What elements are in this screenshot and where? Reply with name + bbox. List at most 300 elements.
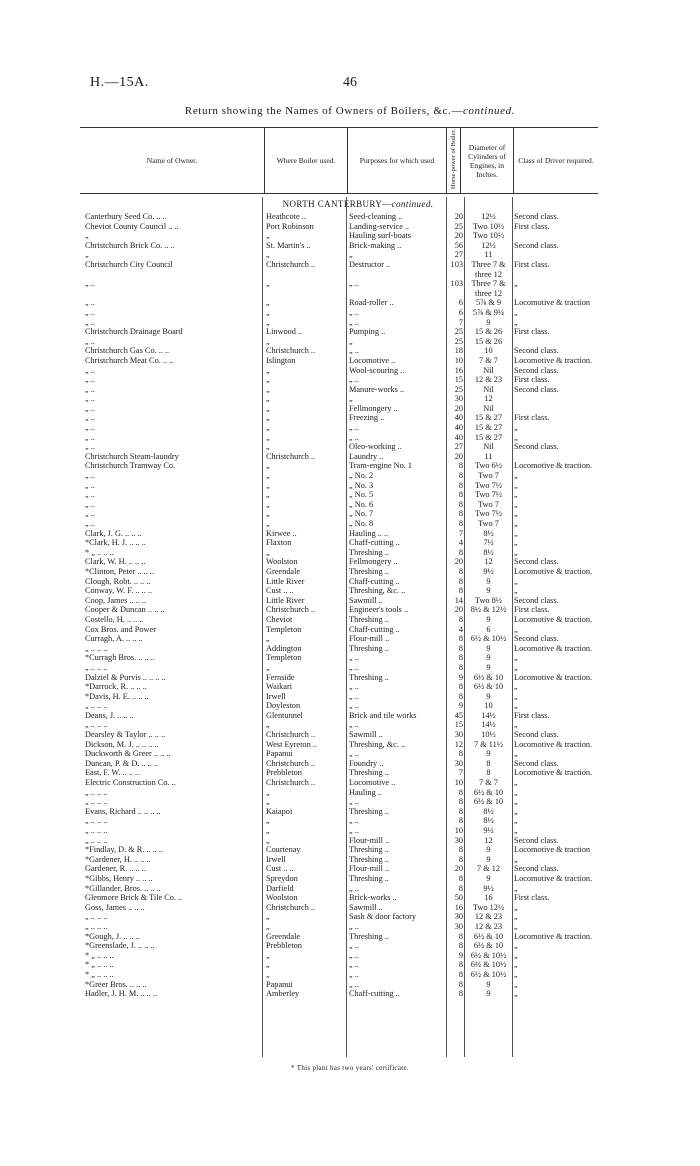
cell-purpose: Threshing .. (349, 873, 389, 883)
cell-purpose: „ .. (349, 317, 359, 327)
cell-hp: 8 (458, 969, 463, 979)
cell-where: „ (266, 365, 270, 375)
cell-hp: 8 (458, 490, 463, 500)
cell-where: Templeton (266, 653, 302, 663)
cell-hp: 12 (454, 739, 463, 749)
table-row (0, 241, 700, 251)
table-row (0, 615, 700, 625)
table-row (0, 864, 700, 874)
cell-diameter: 8 (486, 758, 491, 768)
cell-purpose: „ .. (349, 969, 359, 979)
cell-class: Second class. (514, 864, 559, 874)
cell-class: „ (514, 307, 518, 317)
cell-class: „ (514, 538, 518, 548)
cell-owner: * „ .. .. .. (85, 969, 114, 979)
cell-class: Second class. (514, 365, 559, 375)
cell-hp: 30 (454, 921, 463, 931)
title-suffix: continued. (462, 105, 516, 117)
cell-owner: „ .. (85, 442, 95, 452)
cell-purpose: „ .. (349, 432, 359, 442)
footnote: * This plant has two years' certificate. (291, 1064, 409, 1072)
cell-hp: 4 (458, 538, 463, 548)
cell-diameter: 6½ & 10½ (470, 634, 507, 644)
cell-diameter: 7 & 7 (479, 355, 498, 365)
cell-class: „ (514, 682, 518, 692)
cell-purpose: Engineer's tools .. (349, 605, 409, 615)
cell-purpose: „ No. 3 (349, 480, 374, 490)
table-row (0, 960, 700, 970)
cell-hp: 8 (458, 816, 463, 826)
cell-hp: 4 (458, 624, 463, 634)
cell-owner: *Gough, J. .. .. .. (85, 931, 140, 941)
table-row (0, 250, 700, 260)
table-row (0, 231, 700, 241)
cell-purpose: Threshing .. (349, 643, 389, 653)
cell-diameter: 9 (486, 576, 491, 586)
table-row (0, 442, 700, 452)
table-row (0, 289, 700, 299)
cell-class: „ (514, 989, 518, 999)
cell-class: „ (514, 720, 518, 730)
cell-diameter: 9 (486, 979, 491, 989)
table-row (0, 577, 700, 587)
cell-diameter: Two 10½ (472, 221, 505, 231)
cell-purpose: „ .. (349, 662, 359, 672)
cell-where: „ (266, 960, 270, 970)
cell-hp: 8 (458, 854, 463, 864)
table-row (0, 730, 700, 740)
cell-hp: 18 (454, 346, 463, 356)
cell-class: „ (514, 490, 518, 500)
table-row (0, 874, 700, 884)
cell-class: „ (514, 586, 518, 596)
cell-diameter: Two 7 (478, 471, 499, 481)
cell-purpose: „ No. 8 (349, 519, 374, 528)
cell-where: St. Martin's .. (266, 240, 311, 250)
cell-owner: „ .. (85, 317, 95, 327)
cell-where: „ (266, 423, 270, 433)
cell-owner: Christchurch Drainage Board (85, 327, 183, 337)
table-row (0, 222, 700, 232)
cell-class: „ (514, 826, 518, 835)
cell-class: Second class. (514, 442, 559, 452)
cell-owner: *Clark, H. J. .. .. .. (85, 538, 146, 548)
cell-purpose: „ .. (349, 979, 359, 989)
cell-class: Second class. (514, 240, 559, 250)
cell-class: Second class. (514, 212, 559, 221)
cell-hp: 15 (454, 720, 463, 730)
cell-owner: „ .. (85, 413, 95, 423)
cell-diameter: Two 7½ (474, 490, 503, 500)
table-row (0, 768, 700, 778)
cell-diameter: 12 & 23 (474, 912, 503, 922)
table-row (0, 423, 700, 433)
cell-hp: 8 (458, 749, 463, 759)
cell-owner: „ .. (85, 279, 95, 289)
cell-hp: 8 (458, 461, 463, 471)
cell-owner: „ .. (85, 499, 95, 509)
cell-class: „ (514, 432, 518, 442)
cell-purpose: Seed-cleaning .. (349, 212, 403, 221)
cell-purpose: Chaff-cutting .. (349, 989, 400, 999)
cell-hp: 16 (454, 365, 463, 375)
cell-class: „ (514, 941, 518, 951)
cell-purpose: „ .. (349, 682, 359, 692)
cell-hp: 10 (454, 355, 463, 365)
cell-diameter: 9½ (483, 566, 494, 576)
cell-diameter: Two 10½ (472, 231, 505, 241)
cell-diameter: 9 (486, 643, 491, 653)
cell-where: „ (266, 950, 270, 960)
cell-hp: 10 (454, 826, 463, 835)
table-row (0, 260, 700, 270)
cell-diameter: 10½ (481, 730, 496, 740)
cell-diameter: 9 (486, 691, 491, 701)
cell-owner: „ .. .. .. (85, 816, 108, 826)
cell-purpose: „ No. 5 (349, 490, 374, 500)
cell-purpose: „ .. (349, 691, 359, 701)
cell-owner: Christchurch Tramway Co. (85, 461, 176, 471)
cell-where: „ (266, 835, 270, 845)
cell-owner: „ .. (85, 375, 95, 385)
cell-where: Christchurch .. (266, 451, 316, 461)
cell-purpose: „ No. 6 (349, 499, 374, 509)
cell-owner: „ .. .. .. (85, 662, 108, 672)
cell-where: „ (266, 797, 270, 807)
cell-where: Waikari (266, 682, 293, 692)
header-class: Class of Driver required. (514, 128, 599, 194)
cell-diameter: 12 (484, 557, 493, 567)
cell-hp: 8 (458, 566, 463, 576)
cell-owner: „ .. .. .. (85, 912, 108, 922)
cell-purpose: „ .. (349, 720, 359, 730)
cell-class: „ (514, 317, 518, 327)
cell-diameter: 14½ (481, 720, 496, 730)
cell-diameter: 12 (484, 835, 493, 845)
cell-diameter: 5⅞ & 9¼ (472, 307, 505, 317)
cell-diameter: 9 (486, 989, 491, 999)
cell-diameter: 7 & 12 (476, 864, 501, 874)
header-hp (447, 128, 461, 194)
table-row (0, 778, 700, 788)
cell-hp: 27 (454, 442, 463, 452)
cell-diameter: Two 12½ (472, 902, 505, 912)
cell-where: „ (266, 499, 270, 509)
cell-class: Second class. (514, 758, 559, 768)
cell-hp: 8 (458, 806, 463, 816)
cell-diameter: 6½ & 10 (473, 941, 504, 951)
cell-purpose: Hauling .. (349, 787, 382, 797)
cell-purpose: Brick-works .. (349, 893, 397, 903)
cell-owner: Christchurch Meat Co. .. .. (85, 355, 174, 365)
cell-where: Addington (266, 643, 302, 653)
cell-hp: 8 (458, 586, 463, 596)
cell-owner: „ .. .. .. (85, 643, 108, 653)
table-row (0, 308, 700, 318)
table-row (0, 884, 700, 894)
cell-diameter: 12 & 23 (474, 921, 503, 931)
cell-purpose: „ (349, 394, 353, 404)
cell-diameter: 9½ (483, 883, 494, 893)
table-row (0, 394, 700, 404)
cell-where: Cust .. .. (266, 864, 294, 874)
cell-class: First class. (514, 710, 550, 720)
cell-purpose: Flour-mill .. (349, 835, 390, 845)
cell-diameter: 8½ & 12½ (470, 605, 507, 615)
cell-where: „ (266, 231, 270, 241)
table-row (0, 749, 700, 759)
cell-class: „ (514, 902, 518, 912)
cell-purpose: Threshing .. (349, 806, 389, 816)
cell-class: Second class. (514, 730, 559, 740)
cell-purpose: Threshing .. (349, 547, 389, 557)
title-text: Return showing the Names of Owners of Boilers, &c.— (184, 105, 463, 117)
cell-where: Irwell (266, 691, 286, 701)
cell-class: „ (514, 576, 518, 586)
cell-owner: „ .. (85, 336, 95, 346)
cell-diameter: Two 7½ (474, 509, 503, 519)
cell-hp: 20 (454, 605, 463, 615)
cell-purpose: „ .. (349, 941, 359, 951)
cell-where: „ (266, 250, 270, 260)
cell-diameter: 9 (486, 317, 491, 327)
cell-class: „ (514, 528, 518, 538)
cell-hp: 20 (454, 212, 463, 221)
cell-where: Prebbleton (266, 768, 302, 778)
cell-diameter: 9 (486, 845, 491, 855)
table-row (0, 912, 700, 922)
cell-hp: 30 (454, 912, 463, 922)
cell-purpose: Fellmongery .. (349, 403, 398, 413)
cell-diameter: Two 7½ (474, 480, 503, 490)
cell-purpose: „ .. (349, 653, 359, 663)
table-row (0, 586, 700, 596)
cell-diameter: 9 (486, 653, 491, 663)
table-row (0, 413, 700, 423)
cell-class: „ (514, 624, 518, 634)
table-row (0, 893, 700, 903)
cell-diameter: Nil (483, 442, 494, 452)
cell-class: First class. (514, 259, 550, 269)
cell-purpose: Destructor .. (349, 259, 391, 269)
cell-diameter: 6½ & 10½ (470, 950, 507, 960)
cell-diameter: Nil (483, 365, 494, 375)
cell-owner: „ .. (85, 423, 95, 433)
table-row (0, 759, 700, 769)
cell-hp: 30 (454, 394, 463, 404)
table-row (0, 270, 700, 280)
cell-hp: 8 (458, 787, 463, 797)
cell-diameter: 10 (484, 346, 493, 356)
cell-diameter: 9½ (483, 826, 494, 835)
cell-owner: * „ .. .. .. (85, 547, 114, 557)
cell-purpose: Road-roller .. (349, 298, 394, 308)
cell-purpose: Threshing, &c. .. (349, 739, 406, 749)
cell-owner: Christchurch Gas Co. .. .. (85, 346, 170, 356)
cell-purpose: „ .. (349, 960, 359, 970)
cell-diameter: 5⅞ & 9 (475, 298, 502, 308)
cell-class: „ (514, 921, 518, 931)
cell-hp: 8 (458, 634, 463, 644)
cell-where: Greendale (266, 931, 301, 941)
cell-where: „ (266, 394, 270, 404)
cell-hp: 8 (458, 499, 463, 509)
cell-where: „ (266, 921, 270, 931)
cell-where: Greendale (266, 566, 301, 576)
table-row (0, 327, 700, 337)
cell-class: Locomotive & traction. (514, 566, 593, 576)
cell-owner: Cooper & Duncan .. .. .. (85, 605, 165, 615)
table-row (0, 932, 700, 942)
table-row (0, 557, 700, 567)
cell-class: Second class. (514, 595, 559, 605)
cell-hp: 25 (454, 384, 463, 394)
cell-where: „ (266, 969, 270, 979)
cell-purpose: „ .. (349, 826, 359, 835)
cell-where: „ (266, 509, 270, 519)
cell-owner: Hadler, J. H. M. .. .. .. (85, 989, 158, 999)
cell-purpose: „ No. 7 (349, 509, 374, 519)
cell-purpose: Foundry .. (349, 758, 384, 768)
cell-owner: „ .. (85, 384, 95, 394)
cell-class: Second class. (514, 384, 559, 394)
cell-purpose: Fellmongery .. (349, 557, 398, 567)
table-row (0, 433, 700, 443)
cell-owner: *Davis, H. E. .. .. .. (85, 691, 149, 701)
page-title (0, 105, 700, 117)
cell-diameter: 6½ & 10 (473, 787, 504, 797)
cell-hp: 8 (458, 471, 463, 481)
table-row (0, 826, 700, 836)
table-row (0, 980, 700, 990)
cell-hp: 8 (458, 653, 463, 663)
table-row (0, 490, 700, 500)
cell-hp: 25 (454, 221, 463, 231)
cell-purpose: Threshing .. (349, 931, 389, 941)
cell-diameter: 6 (486, 624, 491, 634)
cell-where: Kirwee .. (266, 528, 297, 538)
cell-diameter: 15 & 26 (474, 327, 503, 337)
cell-hp: 30 (454, 758, 463, 768)
cell-owner: „ (85, 231, 89, 241)
cell-purpose: „ .. (349, 816, 359, 826)
cell-class: „ (514, 471, 518, 481)
cell-diameter: 16 (484, 893, 493, 903)
cell-owner: „ .. (85, 509, 95, 519)
cell-owner: Clark, W. H. .. .. .. (85, 557, 146, 567)
cell-hp: 9 (458, 950, 463, 960)
cell-class: „ (514, 806, 518, 816)
cell-hp: 8 (458, 941, 463, 951)
cell-class: „ (514, 778, 518, 788)
cell-diameter: 6½ & 10½ (470, 960, 507, 970)
cell-owner: *Darrock, R. .. .. .. (85, 682, 147, 692)
cell-owner: *Findlay, D. & R. .. .. .. (85, 845, 164, 855)
cell-diameter: 6½ & 10 (473, 931, 504, 941)
cell-where: „ (266, 375, 270, 385)
cell-purpose: Locomotive .. (349, 778, 396, 788)
cell-where: „ (266, 480, 270, 490)
table-row (0, 797, 700, 807)
cell-where: „ (266, 547, 270, 557)
cell-hp: 8 (458, 682, 463, 692)
cell-where: „ (266, 720, 270, 730)
cell-hp: 8 (458, 662, 463, 672)
cell-owner: „ (85, 250, 89, 260)
cell-diameter: 9 (486, 586, 491, 596)
cell-owner: Cheviot County Council .. .. (85, 221, 179, 231)
cell-owner: „ .. (85, 432, 95, 442)
cell-owner: „ .. (85, 298, 95, 308)
cell-purpose: Threshing, &c. .. (349, 586, 406, 596)
cell-owner: Glenmore Brick & Tile Co. .. (85, 893, 183, 903)
table-row (0, 720, 700, 730)
cell-hp: 25 (454, 327, 463, 337)
cell-purpose: Sawmill .. (349, 902, 383, 912)
cell-diameter: 8 (486, 768, 491, 778)
cell-hp: 8 (458, 643, 463, 653)
section-heading (263, 199, 453, 209)
table-row (0, 519, 700, 529)
cell-hp: 6 (458, 307, 463, 317)
cell-hp: 27 (454, 250, 463, 260)
cell-hp: 40 (454, 432, 463, 442)
cell-where: Christchurch .. (266, 778, 316, 788)
cell-class: Locomotive & traction. (514, 739, 593, 749)
cell-where: Courtenay (266, 845, 301, 855)
cell-diameter: 9 (486, 749, 491, 759)
cell-hp: 8 (458, 931, 463, 941)
cell-class: First class. (514, 893, 550, 903)
cell-owner: Curragh, A. .. .. .. (85, 634, 143, 644)
cell-owner: Christchurch City Council (85, 259, 173, 269)
cell-purpose: „ .. (349, 883, 359, 893)
cell-hp: 8 (458, 797, 463, 807)
table-row (0, 385, 700, 395)
cell-class: „ (514, 912, 518, 922)
cell-hp: 40 (454, 413, 463, 423)
cell-owner: Goss, James .. .. .. (85, 902, 145, 912)
cell-diameter: three 12 (475, 288, 502, 298)
cell-owner: „ .. .. .. (85, 701, 108, 711)
cell-purpose: Landing-service .. (349, 221, 410, 231)
cell-hp: 8 (458, 547, 463, 557)
cell-class: „ (514, 662, 518, 672)
cell-where: Heathcote .. (266, 212, 306, 221)
cell-where: „ (266, 816, 270, 826)
cell-where: Templeton (266, 624, 302, 634)
cell-purpose: Hauling surf-boats (349, 231, 411, 241)
cell-diameter: Three 7 & (471, 279, 506, 289)
cell-hp: 103 (450, 259, 463, 269)
cell-hp: 8 (458, 989, 463, 999)
table-row (0, 740, 700, 750)
cell-owner: „ .. (85, 394, 95, 404)
cell-hp: 103 (450, 279, 463, 289)
cell-where: Doyleston (266, 701, 301, 711)
cell-where: „ (266, 461, 270, 471)
cell-class: „ (514, 749, 518, 759)
table-row (0, 538, 700, 548)
header-owner: Name of Owner. (80, 128, 265, 194)
table-row (0, 855, 700, 865)
table-row (0, 452, 700, 462)
cell-purpose: Threshing .. (349, 566, 389, 576)
cell-where: „ (266, 384, 270, 394)
cell-hp: 20 (454, 403, 463, 413)
cell-purpose: „ .. (349, 279, 359, 289)
cell-owner: Dickson, M. J. .. .. .. .. (85, 739, 159, 749)
